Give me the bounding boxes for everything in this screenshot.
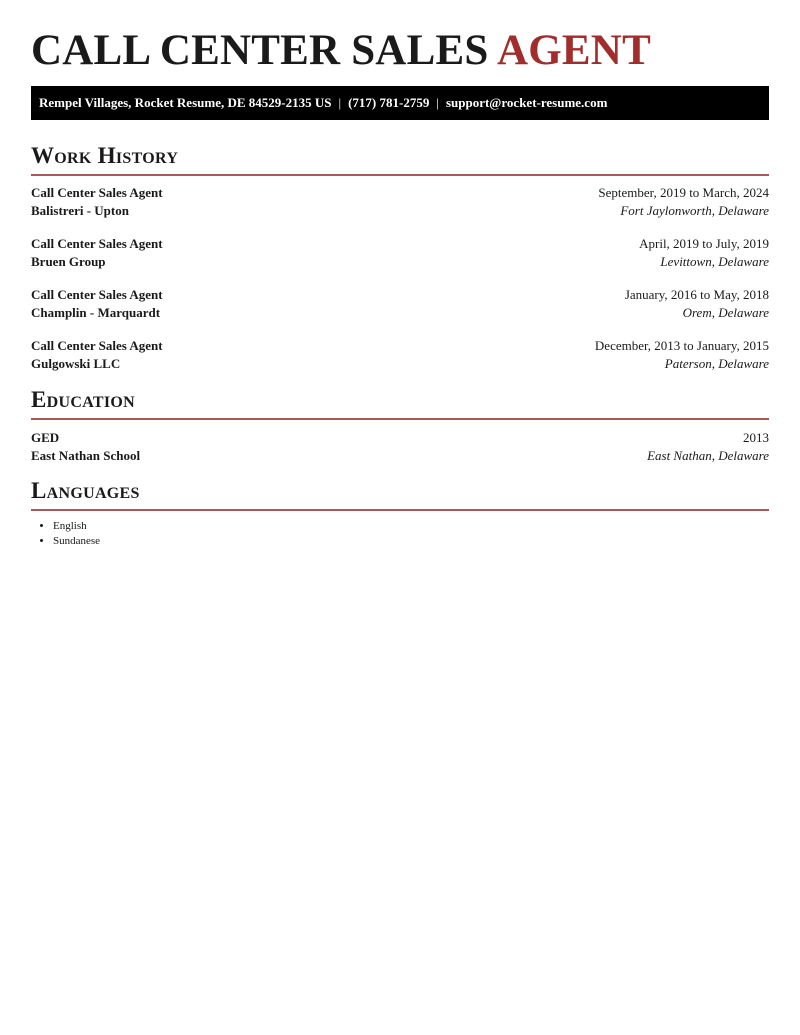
work-entry xyxy=(31,286,769,322)
section-divider xyxy=(31,509,769,511)
contact-separator: | xyxy=(436,95,439,110)
contact-separator: | xyxy=(338,95,342,110)
name-first: CALL CENTER SALES xyxy=(31,27,489,74)
work-position: Call Center Sales Agent xyxy=(31,236,163,251)
section-divider xyxy=(31,174,769,176)
education-entry xyxy=(31,429,769,465)
work-company: Bruen Group xyxy=(31,254,106,269)
language-item: • Sundanese xyxy=(53,534,769,549)
contact-address: Rempel Villages, Rocket Resume, DE 84529-2135 US xyxy=(39,95,332,110)
section-title-education: Education xyxy=(31,387,135,412)
contact-bar xyxy=(31,86,769,120)
work-position: Call Center Sales Agent xyxy=(31,185,163,200)
work-dates: April, 2019 to July, 2019 xyxy=(639,236,769,251)
education-year: 2013 xyxy=(743,430,769,445)
name-last: AGENT xyxy=(497,27,651,74)
work-entry xyxy=(31,184,769,220)
education-school: East Nathan School xyxy=(31,448,141,463)
work-company: Champlin - Marquardt xyxy=(31,305,161,320)
work-location: Orem, Delaware xyxy=(682,305,769,320)
education-location: East Nathan, Delaware xyxy=(647,448,769,463)
work-dates: September, 2019 to March, 2024 xyxy=(598,185,769,200)
work-company: Balistreri - Upton xyxy=(31,203,129,218)
work-location: Fort Jaylonworth, Delaware xyxy=(620,203,769,218)
work-position: Call Center Sales Agent xyxy=(31,287,163,302)
work-position: Call Center Sales Agent xyxy=(31,338,163,353)
section-title-work-history: Work History xyxy=(31,143,179,168)
section-title-languages: Languages xyxy=(31,478,140,503)
work-location: Levittown, Delaware xyxy=(660,254,769,269)
contact-phone: (717) 781-2759 xyxy=(348,95,430,110)
work-entry xyxy=(31,235,769,271)
work-dates: January, 2016 to May, 2018 xyxy=(624,287,769,302)
language-item: • English xyxy=(53,519,769,534)
work-dates: December, 2013 to January, 2015 xyxy=(594,338,769,353)
section-divider xyxy=(31,418,769,420)
work-entry xyxy=(31,337,769,373)
work-location: Paterson, Delaware xyxy=(664,356,769,371)
contact-email: support@rocket-resume.com xyxy=(445,95,608,110)
resume-name xyxy=(31,0,769,73)
languages-list xyxy=(31,519,769,549)
education-degree: GED xyxy=(31,430,60,445)
work-company: Gulgowski LLC xyxy=(31,356,121,371)
